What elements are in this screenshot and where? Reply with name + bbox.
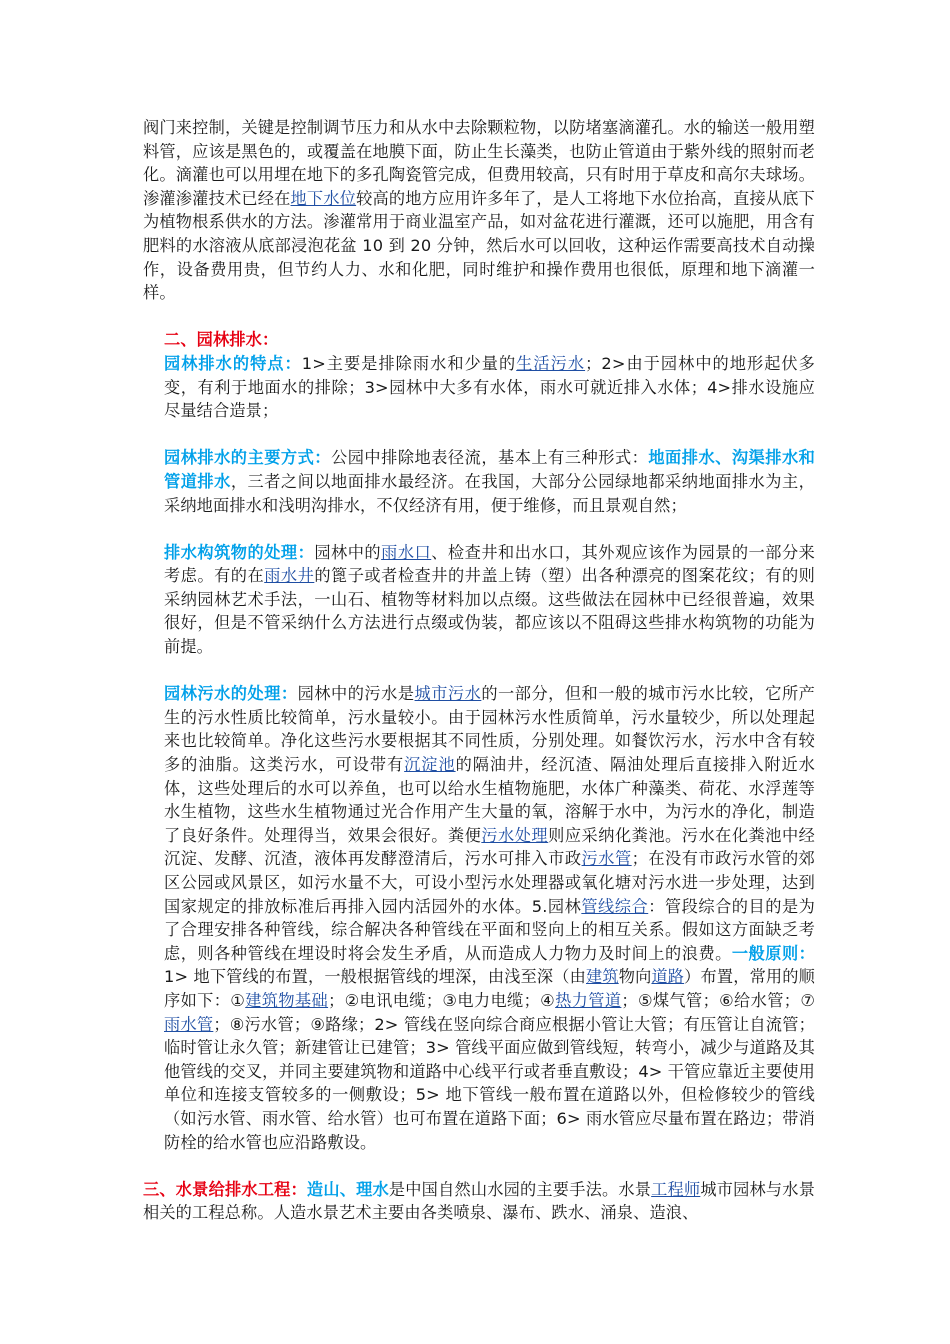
paragraph-waterscape [143,1178,815,1225]
link-sewage-pipe[interactable]: 污水管 [581,849,632,869]
heading-text: 二、园林排水： [164,330,279,350]
text: 公园中排除地表径流，基本上有三种形式： [331,448,649,468]
text: ：管段综合的目的是为了合理安排各种管线，综合解决各种管线在平面和竖向上的相互关系。假如这方面缺乏考虑，则各种管线在埋设时将会发生矛盾，从而造成人力物力及时间上的浪费。 [164,896,816,963]
text: 园林中的 [314,542,382,562]
subheading-structures: 排水构筑物的处理： [164,542,315,562]
text: 是中国自然山水园的主要手法。水景 [388,1179,652,1199]
text: 1> 地下管线的布置，一般根据管线的埋深，由浅至深（由 [164,967,586,987]
document-page [143,116,815,1225]
text: ；⑧污水管；⑨路缘；2> 管线在竖向综合商应根据小管让大管；有压管让自流管；临时管让永久管；新建管让已建管；3> 管线平面应做到管线短，转弯小，减少与道路及其他管线的交叉，并同主要建筑物和道路中心线平行或者垂直敷设；4> 干管应靠近主要使用单位和连接支管较多的一侧敷设；5> 地下管线一般布置在道路以外，但检修较少的管线（如污水管、雨水管、给水管）也可布置在道路下面；6> 雨水管应尽量布置在路边；带消防栓的给水管也应沿路敷设。 [164,1014,815,1152]
text: 的篦子或者检查井的井盖上铸（塑）出各种漂亮的图案花纹；有的则采纳园林艺术手法，一山石、植物等材料加以点缀。这些做法在园林中已经很普遍，效果很好，但是不管采纳什么方法进行点缀或伪装，都应该以不阻碍这些排水构筑物的功能为前提。 [164,566,816,657]
text: 较高的地方应用许多年了，是人工将地下水位抬高，直接从底下为植物根系供水的方法。渗灌常用于商业温室产品，如对盆花进行灌溉，还可以施肥，用含有肥料的水溶液从底部浸泡花盆 10 到 20 分钟，然后水可以回收，这种运作需要高技术自动操作，设备费用贵，但节约人力、水和化肥，同时维护和操作费用也很低，原理和地下滴灌一样。 [143,188,816,303]
paragraph-irrigation [143,116,815,305]
paragraph-drainage-features [143,352,815,423]
bold-general-principles: 一般原则： [731,943,816,963]
link-road[interactable]: 道路 [651,967,685,987]
bold-mountain-water: 造山、理水 [306,1179,389,1199]
section-heading-waterscape: 三、水景给排水工程： [143,1179,307,1199]
bold-modes: 地面排水、沟渠排水和管道排水 [164,448,815,491]
link-domestic-sewage[interactable]: 生活污水 [516,353,586,373]
link-sewage-treatment[interactable]: 污水处理 [481,825,549,845]
text: 的一部分，但和一般的城市污水比较，它所产生的污水性质比较简单，污水量较小。由于园林污水性质简单，污水量较少，所以处理起来也比较简单。净化这些污水要根据其不同性质，分别处理。如餐饮污水，污水中含有较多的油脂。这类污水，可设带有 [164,684,815,775]
text: ；2>由于园林中的地形起伏多变，有利于地面水的排除；3>园林中大多有水体，雨水可就近排入水体；4>排水设施应尽量结合造景； [164,353,815,421]
text: 城市园林与水景相关的工程总称。人造水景艺术主要由各类喷泉、瀑布、跌水、涌泉、造浪、 [143,1179,816,1223]
text: 阀门来控制，关键是控制调节压力和从水中去除颗粒物，以防堵塞滴灌孔。水的输送一般用塑料管，应该是黑色的，或覆盖在地膜下面，防止生长藻类，也防止管道由于紫外线的照射而老化。滴灌也可以用埋在地下的多孔陶瓷管完成，但费用较高，只有时用于草皮和高尔夫球场。渗灌渗灌技术已经在 [143,118,815,208]
link-urban-sewage[interactable]: 城市污水 [414,684,482,704]
spacer [143,659,815,683]
link-rain-inlet[interactable]: 雨水口 [381,542,432,562]
paragraph-drainage-structures [143,541,815,659]
text: 、检查井和出水口，其外观应该作为园景的一部分来考虑。有的在 [164,542,815,586]
text: 则应采纳化粪池。污水在化粪池中经沉淀、发酵、沉渣，液体再发酵澄清后，污水可排入市政 [164,825,815,869]
spacer [143,517,815,541]
spacer [143,305,815,329]
text: ）布置，常用的顺序如下：① [164,967,815,1010]
text: ；⑤煤气管；⑥给水管；⑦ [621,990,816,1010]
link-pipeline-integration[interactable]: 管线综合 [581,896,649,916]
text: 的隔油井，经沉渣、隔油处理后直接排入附近水体，这些处理后的水可以养鱼，也可以给水生植物施肥，水体广种藻类、荷花、水浮莲等水生植物，这些水生植物通过光合作用产生大量的氧，溶解于水中，为污水的净化，制造了良好条件。处理得当，效果会很好。粪便 [164,755,815,845]
link-building-foundation[interactable]: 建筑物基础 [245,990,329,1010]
paragraph-drainage-modes [143,446,815,517]
link-heating-pipe[interactable]: 热力管道 [555,990,622,1010]
text: ，三者之间以地面排水最经济。在我国，大部分公园绿地都采纳地面排水为主，采纳地面排水和浅明沟排水，不仅经济有用，便于维修，而且景观自然； [164,471,815,515]
text: ；在没有市政污水管的郊区公园或风景区，如污水量不大，可设小型污水处理器或氧化塘对污水进一步处理，达到国家规定的排放标准后再排入园内活园外的水体。5.园林 [164,849,816,916]
text: 园林中的污水是 [297,684,415,704]
spacer [143,1154,815,1178]
section-heading-drainage [143,328,815,352]
text: 物向 [618,967,652,987]
text: ；②电讯电缆；③电力电缆；④ [328,990,556,1010]
link-building[interactable]: 建筑 [586,967,619,987]
spacer [143,423,815,447]
link-sedimentation-tank[interactable]: 沉淀池 [404,755,456,775]
paragraph-sewage [143,682,815,1154]
link-rain-well[interactable]: 雨水井 [264,566,315,586]
subheading-features: 园林排水的特点： [164,353,302,373]
link-engineer[interactable]: 工程师 [651,1179,701,1199]
text: 1>主要是排除雨水和少量的 [301,353,517,373]
subheading-sewage: 园林污水的处理： [164,684,298,704]
link-groundwater-level[interactable]: 地下水位 [290,188,357,208]
subheading-modes: 园林排水的主要方式： [164,448,332,468]
link-rain-pipe[interactable]: 雨水管 [164,1014,214,1034]
